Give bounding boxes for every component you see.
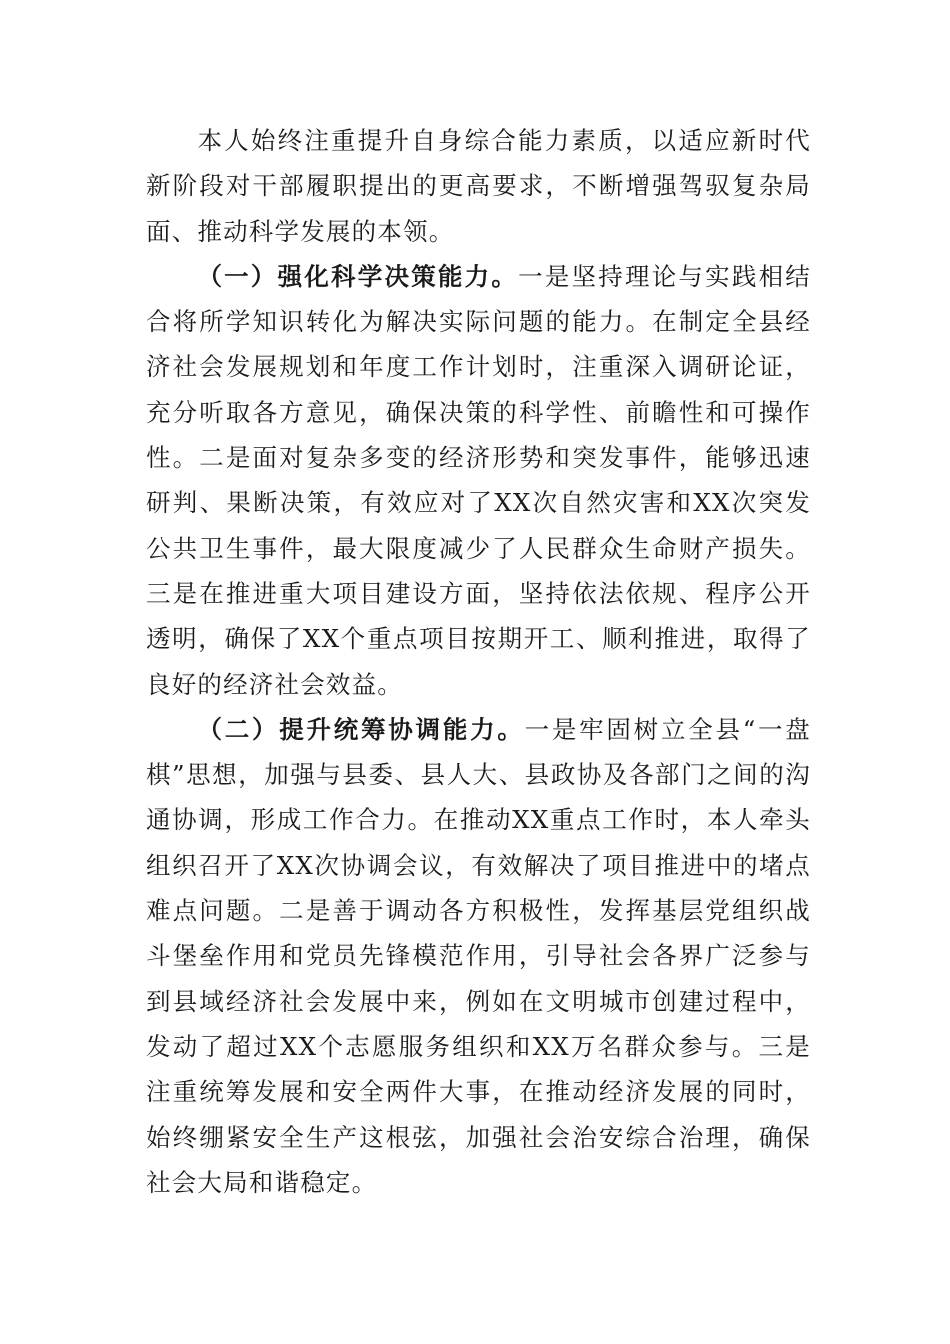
intro-paragraph: 本人始终注重提升自身综合能力素质，以适应新时代新阶段对干部履职提出的更高要求，不断增强驾驭复杂局面、推动科学发展的本领。 <box>146 126 811 246</box>
section-2-paragraph <box>146 707 811 1205</box>
section-1-paragraph <box>146 254 811 707</box>
document-page <box>146 118 811 1205</box>
section-2-body: 一是牢固树立全县“一盘棋”思想，加强与县委、县人大、县政协及各部门之间的沟通协调，形成工作合力。在推动XX重点工作时，本人牵头组织召开了XX次协调会议，有效解决了项目推进中的堵点难点问题。二是善于调动各方积极性，发挥基层党组织战斗堡垒作用和党员先锋模范作用，引导社会各界广泛参与到县域经济社会发展中来，例如在文明城市创建过程中，发动了超过XX个志愿服务组织和XX万名群众参与。三是注重统筹发展和安全两件大事，在推动经济发展的同时，始终绷紧安全生产这根弦，加强社会治安综合治理，确保社会大局和谐稳定。 <box>146 714 811 1197</box>
section-1-body: 一是坚持理论与实践相结合将所学知识转化为解决实际问题的能力。在制定全县经济社会发展规划和年度工作计划时，注重深入调研论证，充分听取各方意见，确保决策的科学性、前瞻性和可操作性。二是面对复杂多变的经济形势和突发事件，能够迅速研判、果断决策，有效应对了XX次自然灾害和XX次突发公共卫生事件，最大限度减少了人民群众生命财产损失。三是在推进重大项目建设方面，坚持依法依规、程序公开透明，确保了XX个重点项目按期开工、顺利推进，取得了良好的经济社会效益。 <box>146 261 811 699</box>
section-2-heading: （二）提升统筹协调能力。 <box>197 714 525 744</box>
section-1-heading: （一）强化科学决策能力。 <box>197 261 519 291</box>
